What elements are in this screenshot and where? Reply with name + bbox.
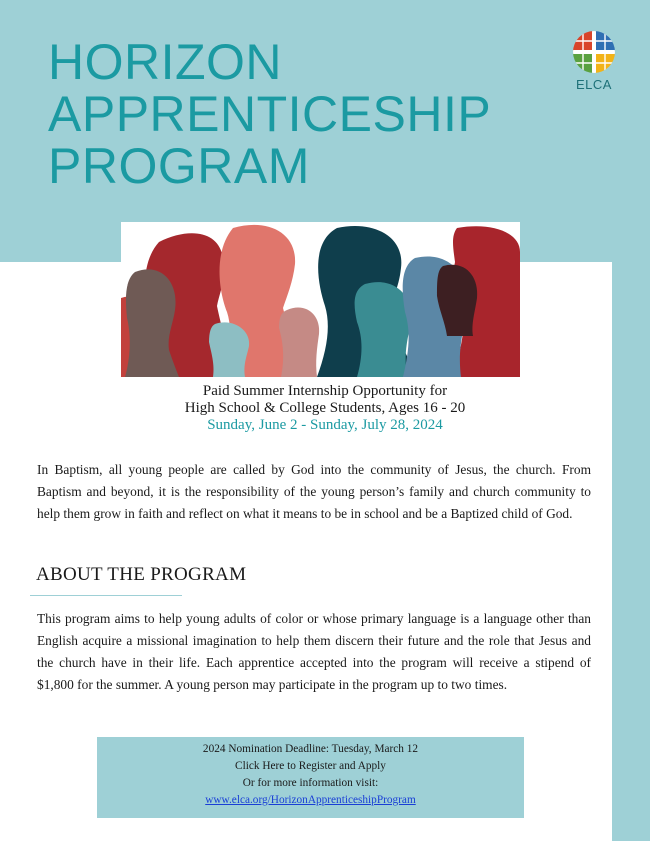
subtitle-line-1: Paid Summer Internship Opportunity for [202, 383, 448, 399]
title-line-3: PROGRAM [48, 138, 310, 194]
program-subtitle [0, 383, 650, 434]
side-accent-bar [612, 262, 650, 841]
intro-paragraph: In Baptism, all young people are called by God into the community of Jesus, the church. From Baptism and beyond, it is the responsibility of the young person’s family and church community to help them grow in faith and reflect on what it means to be in school and be a Baptized child of God. [37, 462, 591, 521]
about-heading: ABOUT THE PROGRAM [36, 564, 247, 585]
elca-cross-icon [572, 30, 616, 74]
program-website-link[interactable]: www.elca.org/HorizonApprenticeshipProgram [205, 794, 416, 806]
about-paragraph: This program aims to help young adults of color or whose primary language is a language other than English acquire a missional imagination to help them discern their future and the role that Jesus and the church have in their life. Each apprentice accepted into the program will receive a stipend of $1,800 for the summer. A young person may participate in the program up to two times. [37, 611, 591, 692]
nomination-info-box [97, 737, 524, 818]
hero-silhouettes-image [121, 222, 520, 377]
page-title [48, 36, 491, 192]
elca-logo [567, 30, 621, 92]
nomination-deadline: 2024 Nomination Deadline: Tuesday, March 12 [202, 743, 419, 755]
more-info-text: Or for more information visit: [242, 777, 379, 789]
title-line-1: HORIZON [48, 34, 283, 90]
logo-text: ELCA [576, 77, 612, 92]
subtitle-line-2: High School & College Students, Ages 16 - 20 [184, 400, 466, 416]
program-dates: Sunday, June 2 - Sunday, July 28, 2024 [207, 417, 443, 433]
heading-divider [30, 595, 182, 596]
title-line-2: APPRENTICESHIP [48, 86, 492, 142]
register-link[interactable]: Click Here to Register and Apply [235, 760, 386, 772]
